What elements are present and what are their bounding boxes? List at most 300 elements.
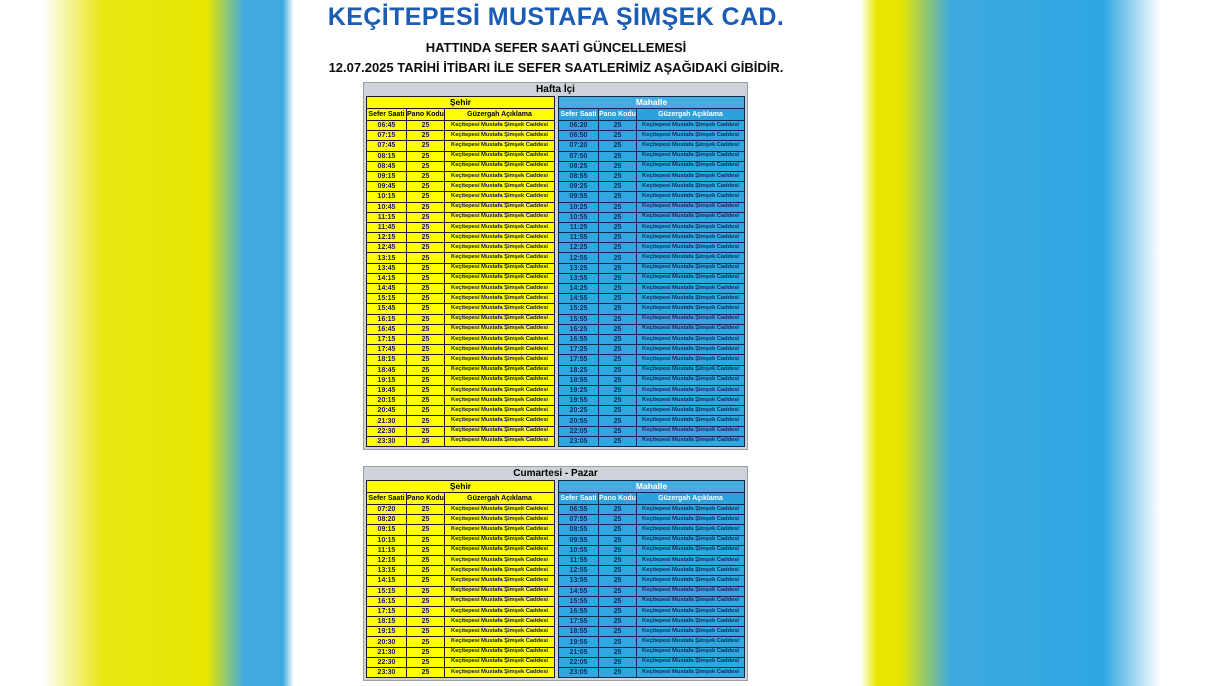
schedule-row: [559, 406, 745, 416]
route-cell: Keçitepesi Mustafa Şimşek Caddesi: [637, 505, 745, 515]
route-cell: Keçitepesi Mustafa Şimşek Caddesi: [637, 151, 745, 161]
code-cell: 25: [599, 171, 637, 181]
route-cell: Keçitepesi Mustafa Şimşek Caddesi: [637, 212, 745, 222]
schedule-row: [367, 304, 555, 314]
route-cell: Keçitepesi Mustafa Şimşek Caddesi: [637, 545, 745, 555]
time-cell: 20:30: [367, 637, 407, 647]
route-cell: Keçitepesi Mustafa Şimşek Caddesi: [637, 192, 745, 202]
code-cell: 25: [599, 314, 637, 324]
schedule-row: [559, 284, 745, 294]
route-cell: Keçitepesi Mustafa Şimşek Caddesi: [637, 284, 745, 294]
time-cell: 18:15: [367, 355, 407, 365]
schedule-row: [367, 365, 555, 375]
schedule-row: [559, 505, 745, 515]
route-cell: Keçitepesi Mustafa Şimşek Caddesi: [637, 668, 745, 678]
time-cell: 21:30: [367, 647, 407, 657]
code-cell: 25: [407, 202, 445, 212]
time-cell: 11:45: [367, 222, 407, 232]
time-cell: 14:15: [367, 576, 407, 586]
schedule-row: [559, 647, 745, 657]
route-cell: Keçitepesi Mustafa Şimşek Caddesi: [637, 436, 745, 446]
route-cell: Keçitepesi Mustafa Şimşek Caddesi: [637, 263, 745, 273]
schedule-row: [559, 426, 745, 436]
schedule-row: [559, 385, 745, 395]
time-cell: 23:05: [559, 436, 599, 446]
time-cell: 16:45: [367, 324, 407, 334]
schedule-row: [367, 121, 555, 131]
schedule-row: [559, 202, 745, 212]
route-cell: Keçitepesi Mustafa Şimşek Caddesi: [637, 637, 745, 647]
code-cell: 25: [407, 416, 445, 426]
code-cell: 25: [599, 253, 637, 263]
schedule-row: [559, 121, 745, 131]
route-cell: Keçitepesi Mustafa Şimşek Caddesi: [637, 243, 745, 253]
route-cell: Keçitepesi Mustafa Şimşek Caddesi: [445, 647, 555, 657]
time-cell: 14:25: [559, 284, 599, 294]
code-cell: 25: [599, 637, 637, 647]
schedule-row: [367, 212, 555, 222]
time-cell: 22:05: [559, 426, 599, 436]
route-cell: Keçitepesi Mustafa Şimşek Caddesi: [637, 141, 745, 151]
time-cell: 12:15: [367, 555, 407, 565]
route-cell: Keçitepesi Mustafa Şimşek Caddesi: [445, 355, 555, 365]
schedule-row: [559, 192, 745, 202]
route-cell: Keçitepesi Mustafa Şimşek Caddesi: [445, 294, 555, 304]
code-cell: 25: [407, 617, 445, 627]
time-cell: 11:55: [559, 555, 599, 565]
schedule-table-weekday: [363, 82, 748, 450]
time-cell: 15:15: [367, 294, 407, 304]
route-cell: Keçitepesi Mustafa Şimşek Caddesi: [445, 192, 555, 202]
code-cell: 25: [407, 385, 445, 395]
route-cell: Keçitepesi Mustafa Şimşek Caddesi: [637, 365, 745, 375]
column-header-row: [367, 493, 555, 505]
schedule-row: [367, 668, 555, 678]
time-cell: 16:15: [367, 596, 407, 606]
schedule-row: [559, 161, 745, 171]
code-cell: 25: [407, 171, 445, 181]
time-cell: 13:55: [559, 576, 599, 586]
time-cell: 22:05: [559, 657, 599, 667]
weekend-district-section: [558, 480, 745, 678]
code-cell: 25: [599, 606, 637, 616]
code-cell: 25: [407, 436, 445, 446]
time-cell: 10:25: [559, 202, 599, 212]
schedule-row: [559, 535, 745, 545]
code-cell: 25: [407, 586, 445, 596]
schedule-row: [559, 212, 745, 222]
code-cell: 25: [599, 416, 637, 426]
code-cell: 25: [599, 375, 637, 385]
time-cell: 08:55: [559, 171, 599, 181]
schedule-row: [559, 355, 745, 365]
code-cell: 25: [599, 284, 637, 294]
schedule-row: [367, 647, 555, 657]
code-cell: 25: [599, 212, 637, 222]
code-cell: 25: [599, 515, 637, 525]
code-cell: 25: [407, 345, 445, 355]
route-cell: Keçitepesi Mustafa Şimşek Caddesi: [637, 171, 745, 181]
code-cell: 25: [407, 535, 445, 545]
schedule-row: [367, 151, 555, 161]
time-cell: 11:55: [559, 233, 599, 243]
code-cell: 25: [407, 606, 445, 616]
route-cell: Keçitepesi Mustafa Şimşek Caddesi: [445, 617, 555, 627]
time-cell: 06:55: [559, 505, 599, 515]
code-cell: 25: [599, 365, 637, 375]
time-cell: 18:15: [367, 617, 407, 627]
route-cell: Keçitepesi Mustafa Şimşek Caddesi: [445, 334, 555, 344]
code-cell: 25: [407, 365, 445, 375]
column-header-row: [367, 109, 555, 121]
route-cell: Keçitepesi Mustafa Şimşek Caddesi: [445, 637, 555, 647]
schedule-row: [559, 131, 745, 141]
code-cell: 25: [599, 668, 637, 678]
time-cell: 09:15: [367, 171, 407, 181]
time-cell: 11:15: [367, 212, 407, 222]
route-cell: Keçitepesi Mustafa Şimşek Caddesi: [445, 222, 555, 232]
route-cell: Keçitepesi Mustafa Şimşek Caddesi: [637, 121, 745, 131]
schedule-row: [367, 263, 555, 273]
code-cell: 25: [407, 141, 445, 151]
schedule-table-weekend: [363, 466, 748, 681]
code-cell: 25: [599, 324, 637, 334]
schedule-row: [559, 617, 745, 627]
route-cell: Keçitepesi Mustafa Şimşek Caddesi: [637, 647, 745, 657]
time-cell: 20:55: [559, 416, 599, 426]
route-cell: Keçitepesi Mustafa Şimşek Caddesi: [637, 426, 745, 436]
time-cell: 06:20: [559, 121, 599, 131]
schedule-row: [367, 284, 555, 294]
route-cell: Keçitepesi Mustafa Şimşek Caddesi: [637, 617, 745, 627]
code-cell: 25: [407, 324, 445, 334]
schedule-row: [367, 606, 555, 616]
time-cell: 08:15: [367, 151, 407, 161]
route-cell: Keçitepesi Mustafa Şimşek Caddesi: [445, 545, 555, 555]
time-cell: 19:25: [559, 385, 599, 395]
route-cell: Keçitepesi Mustafa Şimşek Caddesi: [445, 345, 555, 355]
column-header-route: Güzergah Açıklama: [637, 109, 745, 121]
column-header-route: Güzergah Açıklama: [445, 109, 555, 121]
route-cell: Keçitepesi Mustafa Şimşek Caddesi: [445, 202, 555, 212]
time-cell: 15:55: [559, 596, 599, 606]
route-cell: Keçitepesi Mustafa Şimşek Caddesi: [637, 161, 745, 171]
schedule-row: [367, 243, 555, 253]
code-cell: 25: [599, 304, 637, 314]
route-cell: Keçitepesi Mustafa Şimşek Caddesi: [445, 253, 555, 263]
time-cell: 07:55: [559, 515, 599, 525]
column-header-route: Güzergah Açıklama: [445, 493, 555, 505]
route-cell: Keçitepesi Mustafa Şimşek Caddesi: [445, 324, 555, 334]
schedule-row: [559, 304, 745, 314]
schedule-row: [559, 566, 745, 576]
time-cell: 19:45: [367, 385, 407, 395]
route-cell: Keçitepesi Mustafa Şimşek Caddesi: [445, 515, 555, 525]
code-cell: 25: [599, 222, 637, 232]
schedule-row: [559, 314, 745, 324]
time-cell: 17:15: [367, 334, 407, 344]
route-cell: Keçitepesi Mustafa Şimşek Caddesi: [637, 566, 745, 576]
route-cell: Keçitepesi Mustafa Şimşek Caddesi: [445, 171, 555, 181]
route-cell: Keçitepesi Mustafa Şimşek Caddesi: [445, 365, 555, 375]
code-cell: 25: [599, 273, 637, 283]
column-header-code: Pano Kodu: [599, 493, 637, 505]
schedule-row: [559, 606, 745, 616]
section-header-row: [559, 481, 745, 493]
code-cell: 25: [599, 182, 637, 192]
schedule-row: [367, 627, 555, 637]
code-cell: 25: [599, 596, 637, 606]
time-cell: 23:30: [367, 668, 407, 678]
code-cell: 25: [407, 273, 445, 283]
time-cell: 18:25: [559, 365, 599, 375]
time-cell: 08:20: [367, 515, 407, 525]
time-cell: 21:05: [559, 647, 599, 657]
time-cell: 13:45: [367, 263, 407, 273]
time-cell: 09:55: [559, 535, 599, 545]
route-cell: Keçitepesi Mustafa Şimşek Caddesi: [637, 627, 745, 637]
route-cell: Keçitepesi Mustafa Şimşek Caddesi: [637, 314, 745, 324]
code-cell: 25: [407, 121, 445, 131]
route-cell: Keçitepesi Mustafa Şimşek Caddesi: [445, 243, 555, 253]
schedule-row: [367, 555, 555, 565]
time-cell: 20:25: [559, 406, 599, 416]
code-cell: 25: [407, 525, 445, 535]
route-cell: Keçitepesi Mustafa Şimşek Caddesi: [445, 416, 555, 426]
code-cell: 25: [599, 233, 637, 243]
time-cell: 23:30: [367, 436, 407, 446]
code-cell: 25: [599, 355, 637, 365]
schedule-row: [559, 396, 745, 406]
time-cell: 14:55: [559, 294, 599, 304]
route-cell: Keçitepesi Mustafa Şimşek Caddesi: [445, 141, 555, 151]
time-cell: 19:55: [559, 396, 599, 406]
schedule-row: [367, 314, 555, 324]
code-cell: 25: [599, 192, 637, 202]
route-cell: Keçitepesi Mustafa Şimşek Caddesi: [637, 334, 745, 344]
schedule-row: [559, 182, 745, 192]
time-cell: 16:15: [367, 314, 407, 324]
schedule-row: [367, 617, 555, 627]
schedule-row: [559, 668, 745, 678]
code-cell: 25: [599, 535, 637, 545]
route-cell: Keçitepesi Mustafa Şimşek Caddesi: [637, 657, 745, 667]
schedule-row: [367, 141, 555, 151]
page-subtitle-2: 12.07.2025 TARİHİ İTİBARI İLE SEFER SAATLERİMİZ AŞAĞIDAKİ GİBİDİR.: [328, 60, 784, 75]
route-cell: Keçitepesi Mustafa Şimşek Caddesi: [445, 182, 555, 192]
route-cell: Keçitepesi Mustafa Şimşek Caddesi: [637, 525, 745, 535]
schedule-row: [367, 375, 555, 385]
route-cell: Keçitepesi Mustafa Şimşek Caddesi: [445, 606, 555, 616]
time-cell: 15:45: [367, 304, 407, 314]
route-cell: Keçitepesi Mustafa Şimşek Caddesi: [445, 657, 555, 667]
schedule-row: [367, 273, 555, 283]
time-cell: 18:55: [559, 627, 599, 637]
schedule-row: [559, 365, 745, 375]
column-header-code: Pano Kodu: [407, 493, 445, 505]
time-cell: 13:25: [559, 263, 599, 273]
route-cell: Keçitepesi Mustafa Şimşek Caddesi: [445, 566, 555, 576]
route-cell: Keçitepesi Mustafa Şimşek Caddesi: [637, 515, 745, 525]
code-cell: 25: [407, 151, 445, 161]
schedule-row: [367, 426, 555, 436]
time-cell: 06:50: [559, 131, 599, 141]
schedule-row: [367, 182, 555, 192]
time-cell: 17:45: [367, 345, 407, 355]
route-cell: Keçitepesi Mustafa Şimşek Caddesi: [637, 375, 745, 385]
schedule-row: [367, 131, 555, 141]
section-header-city: Şehir: [367, 97, 555, 109]
route-cell: Keçitepesi Mustafa Şimşek Caddesi: [637, 385, 745, 395]
route-cell: Keçitepesi Mustafa Şimşek Caddesi: [637, 304, 745, 314]
code-cell: 25: [407, 505, 445, 515]
route-cell: Keçitepesi Mustafa Şimşek Caddesi: [445, 284, 555, 294]
schedule-row: [367, 545, 555, 555]
route-cell: Keçitepesi Mustafa Şimşek Caddesi: [637, 345, 745, 355]
route-cell: Keçitepesi Mustafa Şimşek Caddesi: [445, 436, 555, 446]
code-cell: 25: [599, 202, 637, 212]
schedule-row: [559, 334, 745, 344]
time-cell: 10:15: [367, 192, 407, 202]
route-cell: Keçitepesi Mustafa Şimşek Caddesi: [445, 304, 555, 314]
route-cell: Keçitepesi Mustafa Şimşek Caddesi: [637, 396, 745, 406]
time-cell: 12:55: [559, 566, 599, 576]
time-cell: 14:45: [367, 284, 407, 294]
time-cell: 12:25: [559, 243, 599, 253]
schedule-row: [367, 294, 555, 304]
code-cell: 25: [407, 406, 445, 416]
route-cell: Keçitepesi Mustafa Şimşek Caddesi: [445, 668, 555, 678]
column-header-time: Sefer Saati: [559, 493, 599, 505]
time-cell: 09:15: [367, 525, 407, 535]
time-cell: 08:55: [559, 525, 599, 535]
column-header-time: Sefer Saati: [367, 493, 407, 505]
heading-block: [270, 0, 842, 75]
route-cell: Keçitepesi Mustafa Şimşek Caddesi: [445, 212, 555, 222]
code-cell: 25: [407, 375, 445, 385]
weekday-city-section: [366, 96, 555, 447]
code-cell: 25: [407, 657, 445, 667]
schedule-row: [367, 233, 555, 243]
time-cell: 07:20: [559, 141, 599, 151]
route-cell: Keçitepesi Mustafa Şimşek Caddesi: [445, 535, 555, 545]
time-cell: 13:15: [367, 253, 407, 263]
code-cell: 25: [407, 355, 445, 365]
schedule-row: [559, 416, 745, 426]
code-cell: 25: [599, 426, 637, 436]
schedule-row: [367, 535, 555, 545]
schedule-row: [559, 233, 745, 243]
time-cell: 07:50: [559, 151, 599, 161]
schedule-row: [367, 657, 555, 667]
time-cell: 19:15: [367, 627, 407, 637]
code-cell: 25: [407, 566, 445, 576]
route-cell: Keçitepesi Mustafa Şimşek Caddesi: [637, 233, 745, 243]
time-cell: 09:45: [367, 182, 407, 192]
time-cell: 07:15: [367, 131, 407, 141]
schedule-row: [367, 253, 555, 263]
schedule-row: [559, 515, 745, 525]
code-cell: 25: [599, 151, 637, 161]
column-header-code: Pano Kodu: [407, 109, 445, 121]
code-cell: 25: [599, 294, 637, 304]
code-cell: 25: [599, 647, 637, 657]
code-cell: 25: [407, 545, 445, 555]
route-cell: Keçitepesi Mustafa Şimşek Caddesi: [445, 596, 555, 606]
schedule-row: [367, 334, 555, 344]
schedule-body-weekend: [364, 480, 747, 680]
schedule-body-weekday: [364, 96, 747, 449]
code-cell: 25: [599, 385, 637, 395]
code-cell: 25: [407, 576, 445, 586]
code-cell: 25: [407, 637, 445, 647]
time-cell: 12:15: [367, 233, 407, 243]
time-cell: 15:55: [559, 314, 599, 324]
route-cell: Keçitepesi Mustafa Şimşek Caddesi: [637, 406, 745, 416]
time-cell: 09:25: [559, 182, 599, 192]
time-cell: 17:25: [559, 345, 599, 355]
code-cell: 25: [407, 161, 445, 171]
code-cell: 25: [407, 668, 445, 678]
time-cell: 19:55: [559, 637, 599, 647]
route-cell: Keçitepesi Mustafa Şimşek Caddesi: [637, 416, 745, 426]
code-cell: 25: [407, 596, 445, 606]
schedule-row: [367, 396, 555, 406]
code-cell: 25: [407, 212, 445, 222]
time-cell: 14:55: [559, 586, 599, 596]
route-cell: Keçitepesi Mustafa Şimşek Caddesi: [445, 525, 555, 535]
code-cell: 25: [599, 555, 637, 565]
code-cell: 25: [599, 406, 637, 416]
time-cell: 08:45: [367, 161, 407, 171]
column-header-route: Güzergah Açıklama: [637, 493, 745, 505]
column-header-code: Pano Kodu: [599, 109, 637, 121]
column-header-time: Sefer Saati: [559, 109, 599, 121]
code-cell: 25: [599, 657, 637, 667]
time-cell: 22:30: [367, 657, 407, 667]
section-header-district: Mahalle: [559, 481, 745, 493]
time-cell: 13:55: [559, 273, 599, 283]
schedule-row: [559, 324, 745, 334]
page-subtitle-1: HATTINDA SEFER SAATİ GÜNCELLEMESİ: [425, 40, 687, 55]
column-header-row: [559, 109, 745, 121]
route-cell: Keçitepesi Mustafa Şimşek Caddesi: [637, 294, 745, 304]
code-cell: 25: [407, 253, 445, 263]
time-cell: 17:15: [367, 606, 407, 616]
code-cell: 25: [599, 436, 637, 446]
schedule-row: [367, 192, 555, 202]
schedule-row: [559, 637, 745, 647]
code-cell: 25: [599, 627, 637, 637]
time-cell: 22:30: [367, 426, 407, 436]
code-cell: 25: [407, 334, 445, 344]
time-cell: 19:15: [367, 375, 407, 385]
schedule-row: [559, 151, 745, 161]
schedule-row: [559, 627, 745, 637]
time-cell: 11:15: [367, 545, 407, 555]
code-cell: 25: [599, 263, 637, 273]
time-cell: 09:55: [559, 192, 599, 202]
route-cell: Keçitepesi Mustafa Şimşek Caddesi: [637, 576, 745, 586]
route-cell: Keçitepesi Mustafa Şimşek Caddesi: [445, 555, 555, 565]
schedule-row: [559, 375, 745, 385]
code-cell: 25: [407, 304, 445, 314]
time-cell: 11:25: [559, 222, 599, 232]
section-header-row: [559, 97, 745, 109]
code-cell: 25: [599, 131, 637, 141]
schedule-row: [559, 294, 745, 304]
code-cell: 25: [407, 182, 445, 192]
